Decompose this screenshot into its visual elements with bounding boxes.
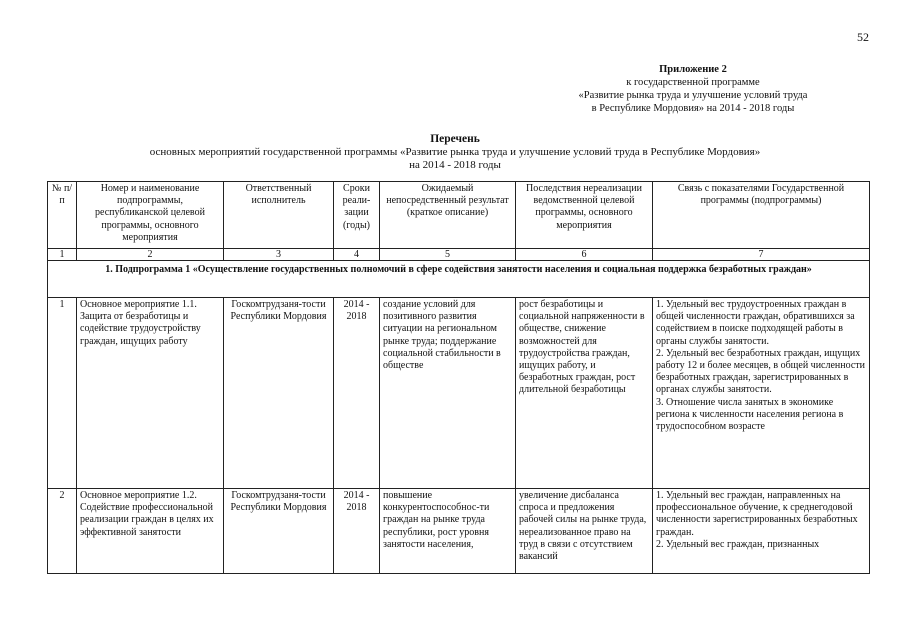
indicator-links [653,489,870,574]
column-number-row [48,249,870,261]
document-title: Перечень [430,133,480,145]
header-cell: Номер и наименование подпрограммы, республиканской целевой программы, основного мероприятия [77,182,224,249]
period: 2014 - 2018 [334,298,380,489]
activity-name: Основное мероприятие 1.2. Содействие профессиональной реализации граждан в целях их эффективной занятости [77,489,224,574]
indicator-item: 1. Удельный вес граждан, направленных на профессиональное обучение, к среднегодовой численности зарегистрированных безработных граждан. [656,490,858,538]
table-header-row [48,182,870,249]
subprogram-title: 1. Подпрограмма 1 «Осуществление государственных полномочий в сфере содействия занятости населения и социальная поддержка безработных граждан» [48,261,870,298]
indicator-item: 2. Удельный вес безработных граждан, ищущих работу 12 и более месяцев, в общей численности безработных граждан, зарегистрированных в органах службы занятости. [656,347,866,396]
appendix-line-1: к государственной программе [626,77,760,88]
row-number: 2 [48,489,77,574]
indicator-links [653,298,870,489]
appendix-line-2: «Развитие рынка труда и улучшение условий труда [578,90,808,101]
executor: Госкомтрудзаня-тости Республики Мордовия [224,489,334,574]
column-number: 6 [516,249,653,261]
appendix-block [543,63,843,115]
consequences: рост безработицы и социальной напряженности в обществе, снижение возможностей для трудоустройства граждан, ищущих работу, и безработных граждан, рост длительной безработицы [516,298,653,489]
header-cell: № п/п [48,182,77,249]
indicator-item: 1. Удельный вес трудоустроенных граждан в общей численности граждан, обратившихся за содействием в поиске подходящей работы в органы службы занятости. [656,299,855,347]
table-row [48,298,870,489]
column-number: 2 [77,249,224,261]
activity-name: Основное мероприятие 1.1. Защита от безработицы и содействие трудоустройству граждан, ищущих работу [77,298,224,489]
period: 2014 - 2018 [334,489,380,574]
header-cell: Последствия нереализации ведомственной целевой программы, основного мероприятия [516,182,653,249]
indicator-item: 2. Удельный вес граждан, признанных [656,538,820,550]
column-number: 7 [653,249,870,261]
expected-result: повышение конкурентоспособнос-ти граждан на рынке труда республики, рост уровня занятости населения, [380,489,516,574]
expected-result: создание условий для позитивного развития ситуации на региональном рынке труда; поддержание социальной стабильности в обществе [380,298,516,489]
activities-table [47,181,870,574]
header-cell: Сроки реали-зации (годы) [334,182,380,249]
column-number: 1 [48,249,77,261]
executor: Госкомтрудзаня-тости Республики Мордовия [224,298,334,489]
row-number: 1 [48,298,77,489]
page-number: 52 [857,30,869,44]
column-number: 3 [224,249,334,261]
document-subtitle: основных мероприятий государственной программы «Развитие рынка труда и улучшение условий труда в Республике Мордовия» [149,146,761,158]
indicator-item: 3. Отношение числа занятых в экономике региона к численности населения региона в трудоспособном возрасте [656,396,844,433]
subprogram-row [48,261,870,298]
document-heading [60,133,850,172]
document-period: на 2014 - 2018 годы [409,159,501,171]
header-cell: Ответственный исполнитель [224,182,334,249]
consequences: увеличение дисбаланса спроса и предложения рабочей силы на рынке труда, нереализованное право на труд в связи с отсутствием вакансий [516,489,653,574]
appendix-title: Приложение 2 [659,64,727,75]
column-number: 4 [334,249,380,261]
column-number: 5 [380,249,516,261]
header-cell: Ожидаемый непосредственный результат (краткое описание) [380,182,516,249]
appendix-line-3: в Республике Мордовия» на 2014 - 2018 годы [591,103,795,114]
table-row [48,489,870,574]
header-cell: Связь с показателями Государственной программы (подпрограммы) [653,182,870,249]
